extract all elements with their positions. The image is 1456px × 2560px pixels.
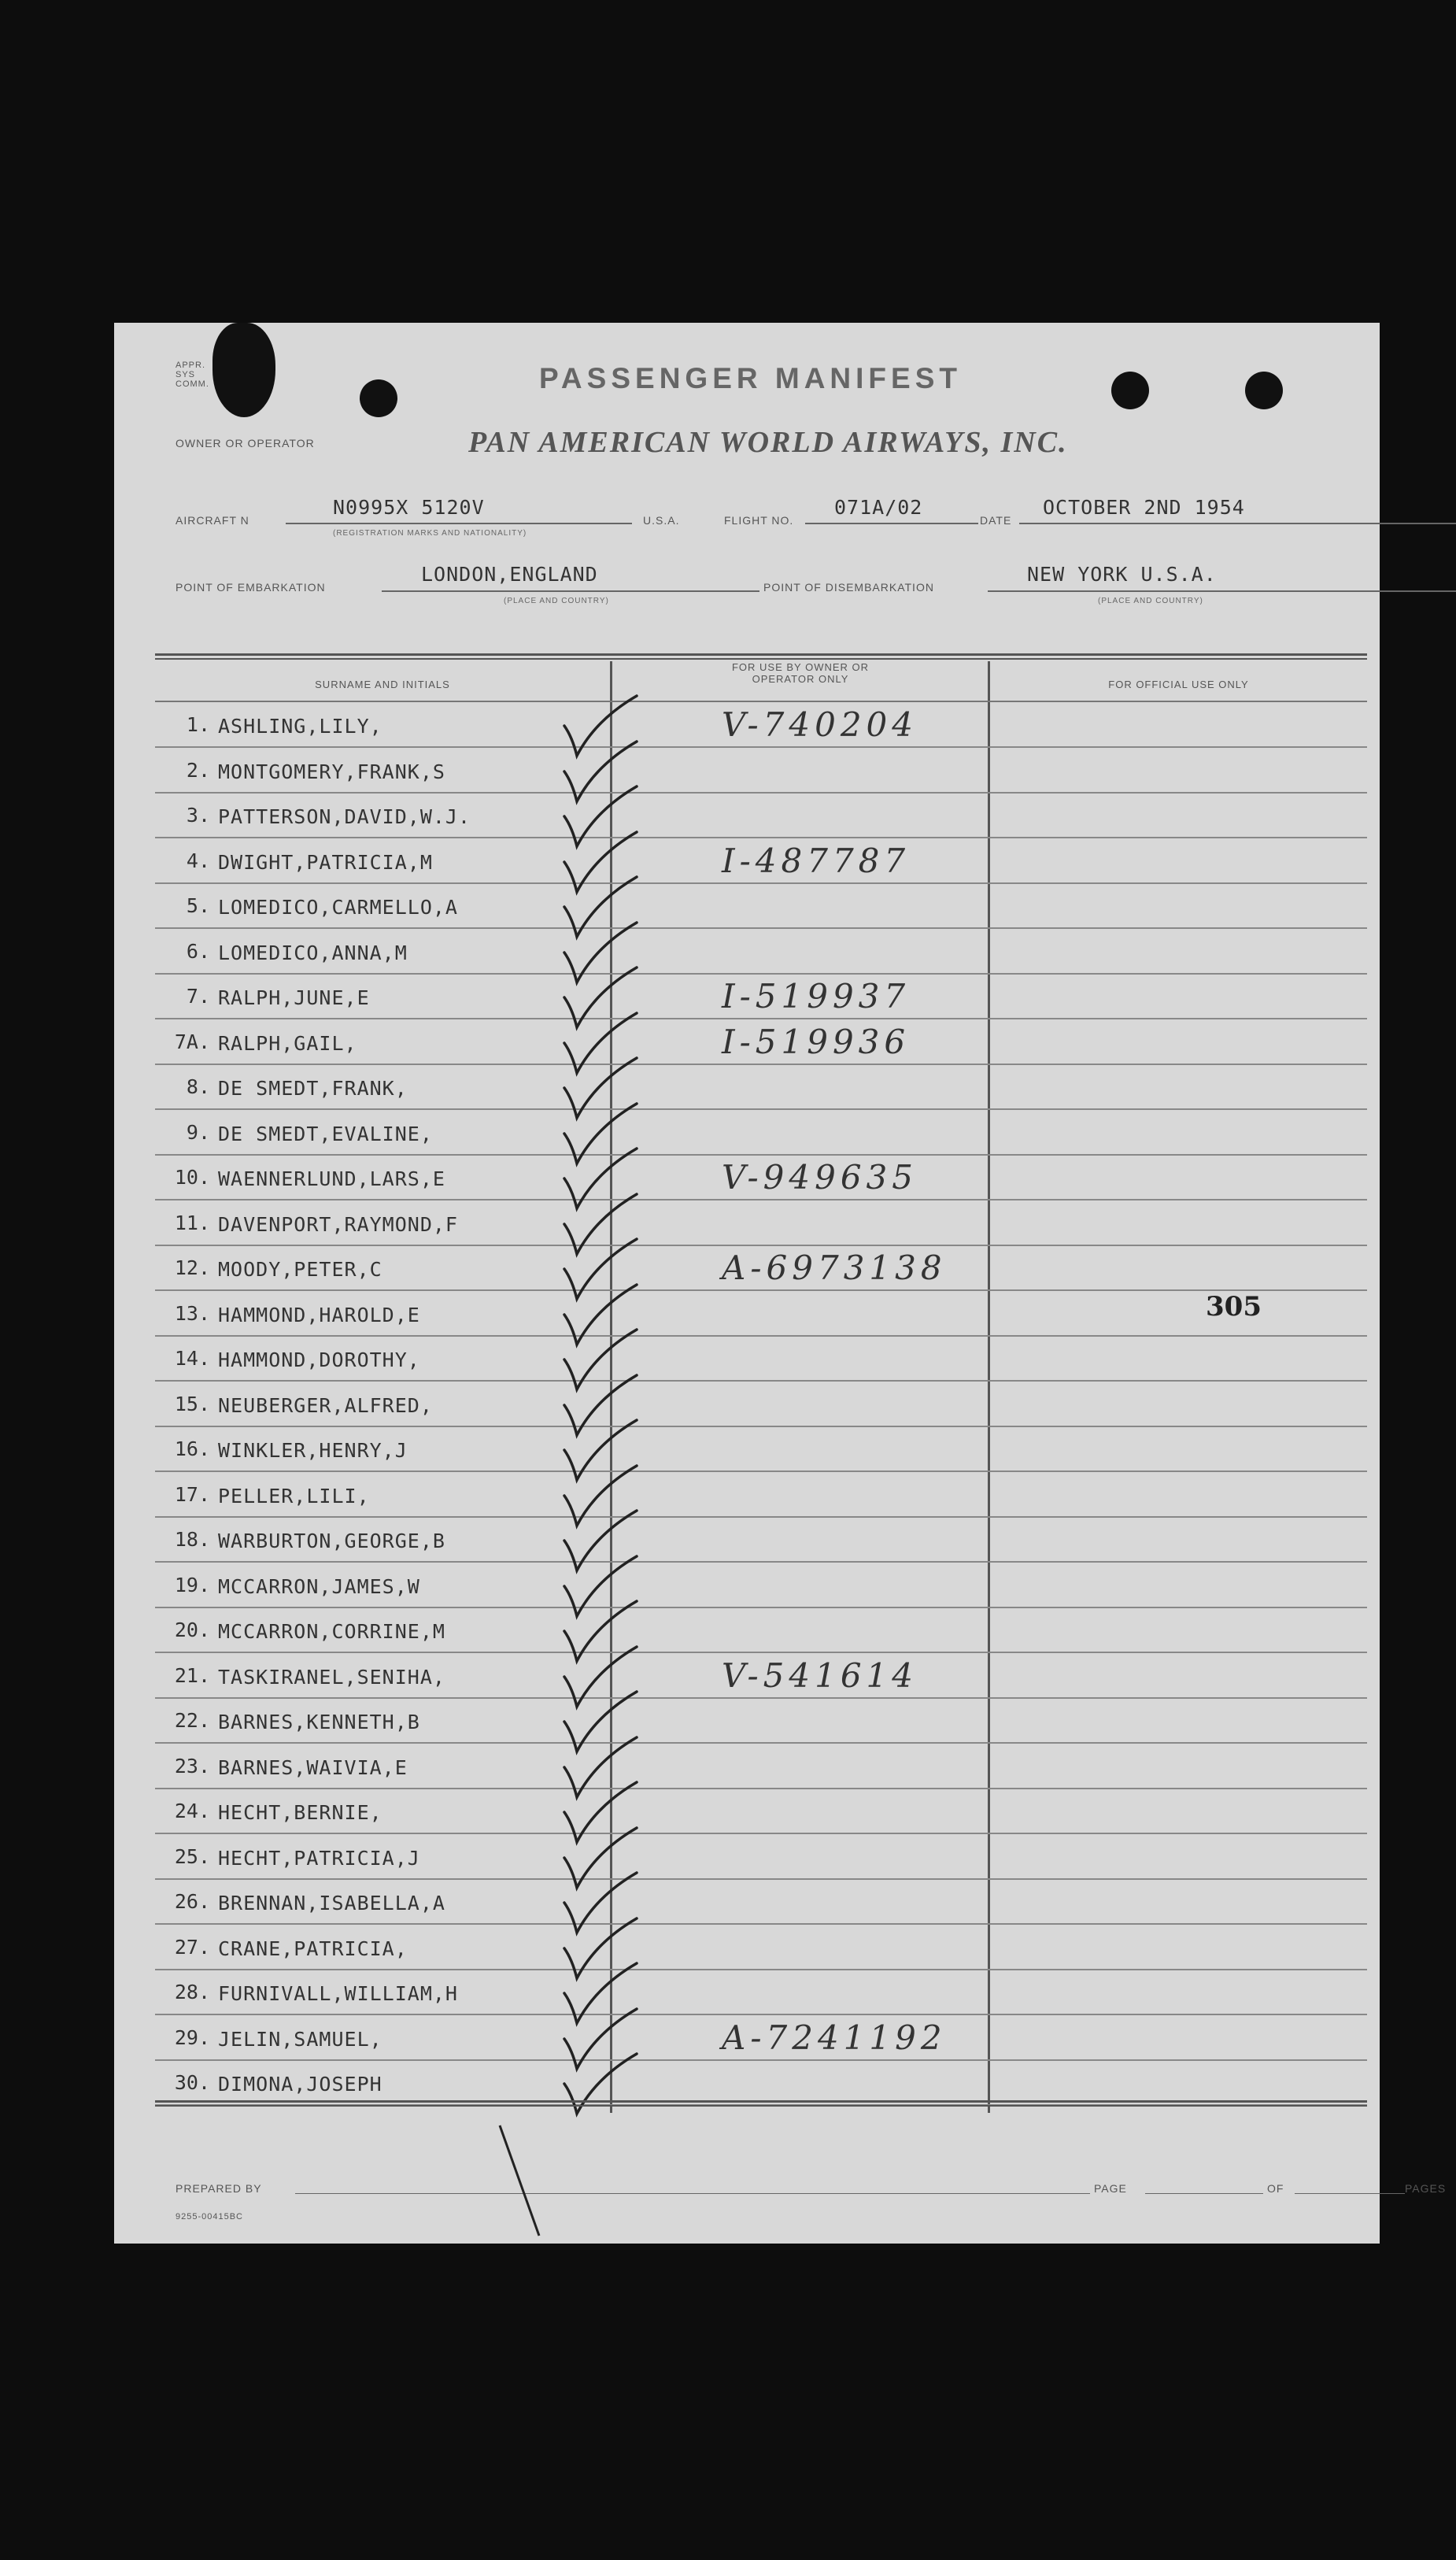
passenger-name: PELLER,LILI, [218, 1484, 370, 1508]
table-row [155, 1563, 1367, 1608]
table-row [155, 1382, 1367, 1427]
row-number: 5. [186, 894, 210, 917]
header-official: FOR OFFICIAL USE ONLY [1108, 679, 1249, 690]
passenger-name: NEUBERGER,ALFRED, [218, 1393, 433, 1417]
country-label: U.S.A. [643, 514, 680, 527]
manifest-sheet [114, 323, 1447, 2244]
disembark-label: POINT OF DISEMBARKATION [763, 581, 934, 594]
aircraft-label: AIRCRAFT N [176, 514, 249, 527]
table-row [155, 1245, 1367, 1291]
row-number: 14. [174, 1347, 210, 1370]
row-number: 1. [186, 713, 210, 736]
table-row [155, 1834, 1367, 1880]
table-row [155, 2060, 1367, 2106]
passenger-name: DWIGHT,PATRICIA,M [218, 850, 433, 874]
prepared-by-underline [295, 2193, 1090, 2194]
table-row [155, 1744, 1367, 1789]
table-bottom-border-inner [155, 2105, 1367, 2107]
table-row [155, 748, 1367, 794]
owner-note: A-7241192 [722, 2018, 947, 2057]
row-number: 6. [186, 939, 210, 963]
passenger-name: RALPH,JUNE,E [218, 986, 370, 1009]
header-owner: FOR USE BY OWNER OR OPERATOR ONLY [731, 661, 870, 685]
passenger-name: MCCARRON,CORRINE,M [218, 1620, 445, 1643]
row-number: 23. [174, 1754, 210, 1778]
embark-value: LONDON,ENGLAND [421, 563, 598, 586]
passenger-name: LOMEDICO,ANNA,M [218, 941, 408, 964]
flight-label: FLIGHT NO. [724, 514, 794, 527]
header-name: SURNAME AND INITIALS [315, 679, 450, 690]
passenger-name: LOMEDICO,CARMELLO,A [218, 896, 458, 919]
of-underline [1295, 2193, 1405, 2194]
table-row [155, 1653, 1367, 1699]
date-value: OCTOBER 2ND 1954 [1043, 496, 1245, 519]
table-row [155, 1155, 1367, 1200]
row-number: 17. [174, 1482, 210, 1506]
pages-label: PAGES [1405, 2182, 1447, 2195]
row-number: 24. [174, 1800, 210, 1822]
owner-note: I-519937 [722, 977, 911, 1015]
approval-note: APPR. SYS COMM. [176, 361, 209, 389]
passenger-name: CRANE,PATRICIA, [218, 1937, 408, 1960]
passenger-name: WINKLER,HENRY,J [218, 1439, 408, 1462]
passenger-name: TASKIRANEL,SENIHA, [218, 1665, 445, 1689]
table-row [155, 1970, 1367, 2015]
owner-note: V-541614 [722, 1655, 918, 1695]
table-row [155, 1019, 1367, 1065]
row-number: 12. [174, 1256, 210, 1279]
table-row [155, 883, 1367, 929]
passenger-name: BRENNAN,ISABELLA,A [218, 1892, 445, 1914]
punch-hole [360, 379, 397, 417]
passenger-name: HAMMOND,DOROTHY, [218, 1348, 420, 1371]
prepared-by-label: PREPARED BY [176, 2182, 262, 2195]
aircraft-underline [286, 523, 632, 524]
row-number: 21. [174, 1663, 210, 1687]
row-number: 18. [174, 1528, 210, 1551]
row-number: 16. [174, 1437, 210, 1460]
table-row [155, 1064, 1367, 1110]
table-row [155, 1472, 1367, 1518]
passenger-name: DIMONA,JOSEPH [218, 2073, 382, 2096]
owner-note: I-519936 [722, 1022, 911, 1061]
passenger-name: DAVENPORT,RAYMOND,F [218, 1212, 458, 1236]
table-row [155, 1607, 1367, 1653]
passenger-name: DE SMEDT,FRANK, [218, 1077, 408, 1100]
row-number: 4. [186, 849, 210, 872]
flight-underline [805, 523, 978, 524]
table-row [155, 974, 1367, 1019]
embark-underline [382, 590, 759, 592]
row-number: 28. [174, 1981, 210, 2003]
table-row [155, 1789, 1367, 1834]
table-top-border-inner [155, 658, 1367, 660]
passenger-name: HAMMOND,HAROLD,E [218, 1303, 420, 1326]
aircraft-value: N0995X 5120V [333, 496, 485, 519]
passenger-name: PATTERSON,DAVID,W.J. [218, 805, 471, 828]
row-number: 29. [174, 2025, 210, 2049]
embark-label: POINT OF EMBARKATION [176, 581, 326, 594]
passenger-table [155, 653, 1367, 2121]
passenger-name: WAENNERLUND,LARS,E [218, 1167, 445, 1190]
table-row [155, 1879, 1367, 1925]
date-underline [1019, 523, 1456, 524]
owner-label: OWNER OR OPERATOR [176, 437, 315, 449]
flight-value: 071A/02 [834, 496, 923, 519]
table-row [155, 838, 1367, 884]
passenger-name: BARNES,KENNETH,B [218, 1711, 420, 1733]
owner-note: V-949635 [722, 1158, 918, 1197]
table-row [155, 2015, 1367, 2061]
table-row [155, 1925, 1367, 1970]
form-code: 9255-00415BC [176, 2212, 244, 2222]
passenger-name: BARNES,WAIVIA,E [218, 1755, 408, 1779]
table-row [155, 1200, 1367, 1246]
passenger-name: MONTGOMERY,FRANK,S [218, 760, 445, 783]
row-number: 11. [174, 1211, 210, 1234]
row-number: 10. [174, 1166, 210, 1189]
table-row [155, 1517, 1367, 1563]
table-row [155, 1110, 1367, 1156]
passenger-name: MOODY,PETER,C [218, 1258, 382, 1281]
row-number: 7A. [174, 1030, 210, 1053]
page-underline [1145, 2193, 1263, 2194]
row-number: 20. [174, 1618, 210, 1641]
passenger-name: HECHT,BERNIE, [218, 1801, 382, 1824]
passenger-name: RALPH,GAIL, [218, 1031, 357, 1055]
official-stamp: 305 [1206, 1291, 1262, 1323]
passenger-name: WARBURTON,GEORGE,B [218, 1530, 445, 1552]
pen-stroke [492, 2118, 555, 2244]
row-number: 9. [186, 1120, 210, 1144]
date-label: DATE [980, 514, 1012, 527]
table-row [155, 1698, 1367, 1744]
disembark-caption: (PLACE AND COUNTRY) [1098, 597, 1203, 605]
row-number: 19. [174, 1573, 210, 1596]
passenger-name: MCCARRON,JAMES,W [218, 1574, 420, 1598]
owner-value: PAN AMERICAN WORLD AIRWAYS, INC. [468, 426, 1068, 459]
row-number: 26. [174, 1890, 210, 1913]
registration-caption: (REGISTRATION MARKS AND NATIONALITY) [333, 529, 527, 538]
punch-hole [1245, 372, 1283, 409]
table-row [155, 1336, 1367, 1382]
passenger-name: JELIN,SAMUEL, [218, 2027, 382, 2051]
passenger-name: ASHLING,LILY, [218, 715, 382, 738]
owner-note: V-740204 [722, 705, 918, 744]
row-number: 15. [174, 1392, 210, 1415]
form-title: PASSENGER MANIFEST [539, 362, 962, 394]
owner-note: A-6973138 [722, 1249, 947, 1287]
row-number: 22. [174, 1709, 210, 1732]
row-number: 30. [174, 2071, 210, 2094]
disembark-underline [988, 590, 1456, 592]
punch-hole [1111, 372, 1149, 409]
passenger-name: DE SMEDT,EVALINE, [218, 1122, 433, 1145]
row-number: 8. [186, 1075, 210, 1098]
table-row [155, 1291, 1367, 1337]
table-row [155, 929, 1367, 975]
row-number: 13. [174, 1301, 210, 1325]
table-top-border [155, 653, 1367, 656]
row-number: 25. [174, 1844, 210, 1868]
owner-note: I-487787 [722, 841, 911, 880]
row-number: 27. [174, 1935, 210, 1959]
passenger-name: HECHT,PATRICIA,J [218, 1846, 420, 1870]
table-bottom-border [155, 2100, 1367, 2103]
table-row [155, 702, 1367, 748]
row-number: 3. [186, 804, 210, 827]
row-number: 7. [186, 985, 210, 1008]
table-row [155, 1426, 1367, 1472]
disembark-value: NEW YORK U.S.A. [1027, 563, 1217, 586]
table-row [155, 793, 1367, 838]
passenger-name: FURNIVALL,WILLIAM,H [218, 1982, 458, 2005]
of-label: OF [1267, 2182, 1284, 2195]
page-label: PAGE [1094, 2182, 1127, 2195]
row-number: 2. [186, 758, 210, 782]
embark-caption: (PLACE AND COUNTRY) [504, 597, 609, 605]
